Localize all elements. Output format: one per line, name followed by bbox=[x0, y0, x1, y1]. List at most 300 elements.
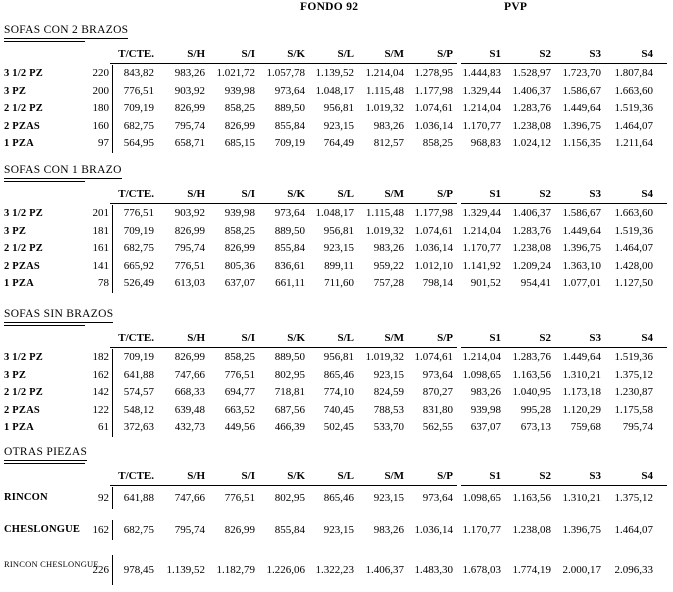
column-header: T/CTE. bbox=[118, 48, 154, 60]
cell-value: 1.214,04 bbox=[462, 351, 501, 363]
cell-value: 923,15 bbox=[323, 119, 354, 132]
cell-value: 805,36 bbox=[224, 259, 255, 272]
cell-value: 968,83 bbox=[470, 137, 501, 149]
cell-value: 1.214,04 bbox=[462, 102, 501, 114]
cell-value: 1.310,21 bbox=[562, 368, 601, 381]
row-fondo-value: 141 bbox=[92, 259, 109, 272]
cell-value: 1.048,17 bbox=[315, 84, 354, 97]
cell-value: 889,50 bbox=[274, 102, 305, 114]
column-header: S1 bbox=[489, 188, 501, 200]
cell-value: 1.283,76 bbox=[512, 351, 551, 363]
cell-value: 1.077,01 bbox=[562, 277, 601, 289]
cell-value: 826,99 bbox=[174, 102, 205, 114]
cell-value: 711,60 bbox=[324, 277, 354, 289]
column-header: S/K bbox=[287, 470, 305, 482]
row-fondo-value: 142 bbox=[92, 386, 109, 398]
row-fondo-value: 226 bbox=[92, 564, 109, 576]
column-header: S/K bbox=[287, 188, 305, 200]
table-row bbox=[4, 240, 667, 258]
cell-value: 747,66 bbox=[174, 368, 205, 381]
cell-value: 1.170,77 bbox=[462, 119, 501, 132]
cell-value: 1.163,56 bbox=[512, 492, 551, 504]
cell-value: 526,49 bbox=[112, 275, 154, 293]
cell-value: 1.278,95 bbox=[414, 67, 453, 79]
cell-value: 889,50 bbox=[274, 351, 305, 363]
cell-value: 858,25 bbox=[224, 224, 255, 237]
cell-value: 1.127,50 bbox=[614, 277, 653, 289]
column-header: S/M bbox=[384, 188, 404, 200]
column-header: S/K bbox=[287, 48, 305, 60]
cell-value: 372,63 bbox=[112, 419, 154, 437]
column-header: S/L bbox=[337, 332, 354, 344]
cell-value: 562,55 bbox=[422, 421, 453, 433]
cell-value: 954,41 bbox=[520, 277, 551, 289]
row-label: CHESLONGUE bbox=[4, 524, 81, 535]
cell-value: 1.139,52 bbox=[315, 67, 354, 79]
cell-value: 1.120,29 bbox=[562, 403, 601, 416]
cell-value: 923,15 bbox=[323, 242, 354, 254]
column-header: S/M bbox=[384, 332, 404, 344]
cell-value: 1.074,61 bbox=[414, 102, 453, 114]
cell-value: 533,70 bbox=[373, 421, 404, 433]
cell-value: 1.310,21 bbox=[562, 492, 601, 504]
table-row bbox=[4, 83, 667, 101]
section-title: SOFAS CON 2 BRAZOS bbox=[4, 24, 128, 39]
cell-value: 764,49 bbox=[323, 137, 354, 149]
table-row bbox=[4, 205, 667, 223]
cell-value: 641,88 bbox=[112, 487, 154, 509]
cell-value: 956,81 bbox=[323, 224, 354, 237]
cell-value: 432,73 bbox=[174, 421, 205, 433]
row-fondo-value: 61 bbox=[98, 421, 109, 433]
cell-value: 2.000,17 bbox=[562, 564, 601, 576]
cell-value: 639,48 bbox=[174, 403, 205, 416]
row-fondo-value: 201 bbox=[92, 207, 109, 219]
cell-value: 1.406,37 bbox=[512, 207, 551, 219]
cell-value: 923,15 bbox=[323, 524, 354, 536]
column-header: T/CTE. bbox=[118, 470, 154, 482]
cell-value: 1.182,79 bbox=[216, 564, 255, 576]
cell-value: 1.012,10 bbox=[414, 259, 453, 272]
pvp-columns-rule bbox=[461, 63, 667, 64]
cell-value: 889,50 bbox=[274, 224, 305, 237]
column-header-row bbox=[4, 468, 667, 484]
column-header: T/CTE. bbox=[118, 188, 154, 200]
cell-value: 1.048,17 bbox=[315, 207, 354, 219]
header-spacer bbox=[86, 330, 112, 346]
cell-value: 637,07 bbox=[224, 277, 255, 289]
cell-value: 673,13 bbox=[520, 421, 551, 433]
cell-value: 983,26 bbox=[373, 242, 404, 254]
section-title-rule bbox=[4, 325, 85, 326]
column-header: S/M bbox=[384, 48, 404, 60]
cell-value: 855,84 bbox=[274, 524, 305, 536]
row-label: 2 1/2 PZ bbox=[4, 387, 43, 398]
cell-value: 983,26 bbox=[174, 67, 205, 79]
cell-value: 1.449,64 bbox=[562, 224, 601, 237]
row-fondo-value: 97 bbox=[98, 137, 109, 149]
row-label: 2 1/2 PZ bbox=[4, 243, 43, 254]
row-label: 2 1/2 PZ bbox=[4, 103, 43, 114]
cell-value: 865,46 bbox=[323, 492, 354, 504]
column-header: S4 bbox=[641, 48, 653, 60]
cell-value: 709,19 bbox=[112, 349, 154, 367]
cell-value: 1.396,75 bbox=[562, 524, 601, 536]
cell-value: 978,45 bbox=[112, 555, 154, 585]
column-header-row bbox=[4, 330, 667, 346]
cell-value: 694,77 bbox=[224, 386, 255, 398]
row-label: RINCON bbox=[4, 492, 48, 503]
section-title: OTRAS PIEZAS bbox=[4, 446, 87, 461]
section-title-rule bbox=[4, 41, 85, 42]
cell-value: 668,33 bbox=[174, 386, 205, 398]
cell-value: 687,56 bbox=[274, 403, 305, 416]
cell-value: 1.019,32 bbox=[365, 224, 404, 237]
table-row bbox=[4, 367, 667, 385]
cell-value: 903,92 bbox=[174, 207, 205, 219]
row-label: 2 PZAS bbox=[4, 260, 40, 272]
cell-value: 1.449,64 bbox=[562, 351, 601, 363]
cell-value: 1.774,19 bbox=[512, 564, 551, 576]
column-header: S/M bbox=[384, 470, 404, 482]
section-title-rule bbox=[4, 181, 85, 182]
cell-value: 1.375,12 bbox=[614, 492, 653, 504]
cell-value: 641,88 bbox=[112, 367, 154, 385]
cell-value: 1.528,97 bbox=[512, 67, 551, 79]
fondo-columns-rule bbox=[110, 63, 457, 64]
column-header: S/L bbox=[337, 188, 354, 200]
row-fondo-value: 78 bbox=[98, 277, 109, 289]
cell-value: 1.464,07 bbox=[614, 119, 653, 132]
cell-value: 1.177,98 bbox=[414, 207, 453, 219]
row-label: 3 PZ bbox=[4, 85, 27, 97]
table-row bbox=[4, 118, 667, 136]
cell-value: 1.586,67 bbox=[562, 84, 601, 97]
cell-value: 1.177,98 bbox=[414, 84, 453, 97]
table-row bbox=[4, 223, 667, 241]
cell-value: 564,95 bbox=[112, 135, 154, 153]
column-header: S1 bbox=[489, 332, 501, 344]
column-header: S2 bbox=[539, 332, 551, 344]
row-fondo-value: 122 bbox=[92, 403, 109, 416]
table-row bbox=[4, 555, 667, 585]
table-row bbox=[4, 384, 667, 402]
cell-value: 858,25 bbox=[224, 351, 255, 363]
cell-value: 1.519,36 bbox=[614, 351, 653, 363]
cell-value: 795,74 bbox=[174, 242, 205, 254]
table-row bbox=[4, 520, 667, 540]
cell-value: 682,75 bbox=[112, 240, 154, 258]
table-row bbox=[4, 65, 667, 83]
column-header: S1 bbox=[489, 48, 501, 60]
cell-value: 824,59 bbox=[373, 386, 404, 398]
price-section bbox=[4, 442, 667, 585]
cell-value: 776,51 bbox=[224, 368, 255, 381]
column-header: S/H bbox=[187, 470, 205, 482]
row-fondo-value: 161 bbox=[92, 242, 109, 254]
cell-value: 923,15 bbox=[373, 368, 404, 381]
cell-value: 1.074,61 bbox=[414, 224, 453, 237]
section-title: SOFAS SIN BRAZOS bbox=[4, 308, 113, 323]
cell-value: 502,45 bbox=[323, 421, 354, 433]
column-header: S1 bbox=[489, 470, 501, 482]
cell-value: 826,99 bbox=[224, 119, 255, 132]
cell-value: 1.396,75 bbox=[562, 119, 601, 132]
pvp-columns-rule bbox=[461, 203, 667, 204]
cell-value: 1.464,07 bbox=[614, 242, 653, 254]
cell-value: 1.057,78 bbox=[266, 67, 305, 79]
header-spacer bbox=[4, 186, 86, 202]
cell-value: 1.329,44 bbox=[462, 84, 501, 97]
row-fondo-value: 180 bbox=[92, 102, 109, 114]
cell-value: 956,81 bbox=[323, 351, 354, 363]
cell-value: 983,26 bbox=[373, 119, 404, 132]
price-section bbox=[4, 160, 667, 293]
cell-value: 685,15 bbox=[224, 137, 255, 149]
cell-value: 939,98 bbox=[224, 207, 255, 219]
cell-value: 995,28 bbox=[520, 403, 551, 416]
column-header: S/P bbox=[437, 188, 453, 200]
cell-value: 870,27 bbox=[422, 386, 453, 398]
cell-value: 574,57 bbox=[112, 384, 154, 402]
column-header: S/I bbox=[241, 188, 255, 200]
header-spacer bbox=[4, 330, 86, 346]
cell-value: 826,99 bbox=[224, 524, 255, 536]
section-title: SOFAS CON 1 BRAZO bbox=[4, 164, 122, 179]
cell-value: 1.173,18 bbox=[562, 386, 601, 398]
cell-value: 1.375,12 bbox=[614, 368, 653, 381]
cell-value: 709,19 bbox=[112, 100, 154, 118]
column-header: S/I bbox=[241, 470, 255, 482]
cell-value: 776,51 bbox=[112, 205, 154, 223]
pvp-group-header: PVP bbox=[504, 1, 528, 13]
column-header: S4 bbox=[641, 188, 653, 200]
column-header: S/K bbox=[287, 332, 305, 344]
table-row bbox=[4, 258, 667, 276]
row-label: 2 PZAS bbox=[4, 120, 40, 132]
cell-value: 901,52 bbox=[470, 277, 501, 289]
pvp-columns-rule bbox=[461, 485, 667, 486]
row-fondo-value: 92 bbox=[98, 492, 109, 504]
cell-value: 1.663,60 bbox=[614, 207, 653, 219]
cell-value: 1.363,10 bbox=[562, 259, 601, 272]
pvp-columns-rule bbox=[461, 347, 667, 348]
cell-value: 923,15 bbox=[373, 492, 404, 504]
column-header: S/P bbox=[437, 332, 453, 344]
cell-value: 776,51 bbox=[112, 83, 154, 101]
table-row bbox=[4, 275, 667, 293]
cell-value: 1.040,95 bbox=[512, 386, 551, 398]
cell-value: 1.019,32 bbox=[365, 102, 404, 114]
cell-value: 1.115,48 bbox=[365, 207, 404, 219]
cell-value: 1.238,08 bbox=[512, 242, 551, 254]
cell-value: 1.519,36 bbox=[614, 102, 653, 114]
cell-value: 709,19 bbox=[112, 223, 154, 241]
column-header: S/P bbox=[437, 48, 453, 60]
fondo-group-header: FONDO 92 bbox=[300, 1, 359, 13]
cell-value: 858,25 bbox=[422, 137, 453, 149]
row-fondo-value: 181 bbox=[92, 224, 109, 237]
row-label: RINCON CHESLONGUE bbox=[4, 559, 99, 569]
cell-value: 1.406,37 bbox=[365, 564, 404, 576]
cell-value: 1.449,64 bbox=[562, 102, 601, 114]
cell-value: 658,71 bbox=[174, 137, 205, 149]
table-row bbox=[4, 487, 667, 509]
cell-value: 1.163,56 bbox=[512, 368, 551, 381]
cell-value: 1.074,61 bbox=[414, 351, 453, 363]
cell-value: 1.019,32 bbox=[365, 351, 404, 363]
cell-value: 1.036,14 bbox=[414, 242, 453, 254]
column-header: S/I bbox=[241, 48, 255, 60]
cell-value: 1.678,03 bbox=[462, 564, 501, 576]
cell-value: 1.396,75 bbox=[562, 242, 601, 254]
cell-value: 836,61 bbox=[274, 259, 305, 272]
cell-value: 1.115,48 bbox=[365, 84, 404, 97]
cell-value: 1.230,87 bbox=[614, 386, 653, 398]
cell-value: 939,98 bbox=[224, 84, 255, 97]
row-label: 3 PZ bbox=[4, 369, 27, 381]
cell-value: 802,95 bbox=[274, 368, 305, 381]
column-header: S/H bbox=[187, 48, 205, 60]
cell-value: 774,10 bbox=[323, 386, 354, 398]
cell-value: 795,74 bbox=[622, 421, 653, 433]
cell-value: 1.139,52 bbox=[166, 564, 205, 576]
cell-value: 709,19 bbox=[274, 137, 305, 149]
price-section bbox=[4, 304, 667, 437]
column-header: S2 bbox=[539, 470, 551, 482]
cell-value: 1.283,76 bbox=[512, 102, 551, 114]
cell-value: 973,64 bbox=[274, 207, 305, 219]
cell-value: 663,52 bbox=[224, 403, 255, 416]
cell-value: 1.329,44 bbox=[462, 207, 501, 219]
column-header: S/H bbox=[187, 188, 205, 200]
row-label: 3 1/2 PZ bbox=[4, 208, 43, 219]
cell-value: 665,92 bbox=[112, 258, 154, 276]
column-header-row bbox=[4, 186, 667, 202]
cell-value: 1.226,06 bbox=[266, 564, 305, 576]
cell-value: 1.807,84 bbox=[614, 67, 653, 79]
cell-value: 1.170,77 bbox=[462, 524, 501, 536]
cell-value: 1.663,60 bbox=[614, 84, 653, 97]
cell-value: 903,92 bbox=[174, 84, 205, 97]
cell-value: 2.096,33 bbox=[614, 564, 653, 576]
cell-value: 899,11 bbox=[324, 259, 354, 272]
row-fondo-value: 220 bbox=[92, 67, 109, 79]
cell-value: 759,68 bbox=[570, 421, 601, 433]
cell-value: 682,75 bbox=[112, 520, 154, 540]
row-label: 1 PZA bbox=[4, 278, 34, 289]
cell-value: 865,46 bbox=[323, 368, 354, 381]
cell-value: 798,14 bbox=[422, 277, 453, 289]
cell-value: 1.175,58 bbox=[614, 403, 653, 416]
cell-value: 826,99 bbox=[174, 351, 205, 363]
column-header: S/L bbox=[337, 470, 354, 482]
cell-value: 802,95 bbox=[274, 492, 305, 504]
cell-value: 1.464,07 bbox=[614, 524, 653, 536]
cell-value: 776,51 bbox=[174, 259, 205, 272]
column-header: S/H bbox=[187, 332, 205, 344]
cell-value: 1.021,72 bbox=[216, 67, 255, 79]
cell-value: 1.444,83 bbox=[462, 67, 501, 79]
fondo-columns-rule bbox=[110, 203, 457, 204]
header-spacer bbox=[4, 468, 86, 484]
column-header: S/L bbox=[337, 48, 354, 60]
cell-value: 788,53 bbox=[373, 403, 404, 416]
column-header: S3 bbox=[589, 48, 601, 60]
table-row bbox=[4, 349, 667, 367]
section-rows bbox=[4, 349, 667, 437]
cell-value: 682,75 bbox=[112, 118, 154, 136]
row-fondo-value: 162 bbox=[92, 524, 109, 536]
cell-value: 826,99 bbox=[174, 224, 205, 237]
row-fondo-value: 160 bbox=[92, 119, 109, 132]
cell-value: 831,80 bbox=[422, 403, 453, 416]
row-label: 3 1/2 PZ bbox=[4, 68, 43, 79]
cell-value: 661,11 bbox=[275, 277, 305, 289]
cell-value: 826,99 bbox=[224, 242, 255, 254]
cell-value: 1.211,64 bbox=[614, 137, 653, 149]
header-spacer bbox=[86, 46, 112, 62]
column-header-row bbox=[4, 46, 667, 62]
cell-value: 795,74 bbox=[174, 524, 205, 536]
fondo-columns-rule bbox=[110, 347, 457, 348]
section-title-rule bbox=[4, 463, 85, 464]
cell-value: 959,22 bbox=[373, 259, 404, 272]
cell-value: 1.170,77 bbox=[462, 242, 501, 254]
column-header: T/CTE. bbox=[118, 332, 154, 344]
cell-value: 795,74 bbox=[174, 119, 205, 132]
cell-value: 548,12 bbox=[112, 402, 154, 420]
fondo-columns-rule bbox=[110, 485, 457, 486]
cell-value: 812,57 bbox=[373, 137, 404, 149]
cell-value: 1.209,24 bbox=[512, 259, 551, 272]
cell-value: 1.214,04 bbox=[365, 67, 404, 79]
cell-value: 637,07 bbox=[470, 421, 501, 433]
column-header: S3 bbox=[589, 188, 601, 200]
cell-value: 855,84 bbox=[274, 242, 305, 254]
cell-value: 757,28 bbox=[373, 277, 404, 289]
cell-value: 776,51 bbox=[224, 492, 255, 504]
header-spacer bbox=[86, 186, 112, 202]
cell-value: 855,84 bbox=[274, 119, 305, 132]
table-row bbox=[4, 419, 667, 437]
column-header: S3 bbox=[589, 332, 601, 344]
row-fondo-value: 162 bbox=[92, 368, 109, 381]
cell-value: 1.406,37 bbox=[512, 84, 551, 97]
column-header: S/P bbox=[437, 470, 453, 482]
cell-value: 939,98 bbox=[470, 403, 501, 416]
row-fondo-value: 182 bbox=[92, 351, 109, 363]
cell-value: 973,64 bbox=[274, 84, 305, 97]
price-section bbox=[4, 20, 667, 153]
cell-value: 740,45 bbox=[323, 403, 354, 416]
cell-value: 613,03 bbox=[174, 277, 205, 289]
cell-value: 1.519,36 bbox=[614, 224, 653, 237]
cell-value: 1.024,12 bbox=[512, 137, 551, 149]
row-label: 1 PZA bbox=[4, 422, 34, 433]
cell-value: 1.283,76 bbox=[512, 224, 551, 237]
cell-value: 1.428,00 bbox=[614, 259, 653, 272]
row-label: 2 PZAS bbox=[4, 404, 40, 416]
header-spacer bbox=[4, 46, 86, 62]
cell-value: 1.156,35 bbox=[562, 137, 601, 149]
cell-value: 983,26 bbox=[373, 524, 404, 536]
cell-value: 1.036,14 bbox=[414, 524, 453, 536]
cell-value: 973,64 bbox=[422, 492, 453, 504]
cell-value: 973,64 bbox=[422, 368, 453, 381]
cell-value: 1.036,14 bbox=[414, 119, 453, 132]
table-row bbox=[4, 402, 667, 420]
